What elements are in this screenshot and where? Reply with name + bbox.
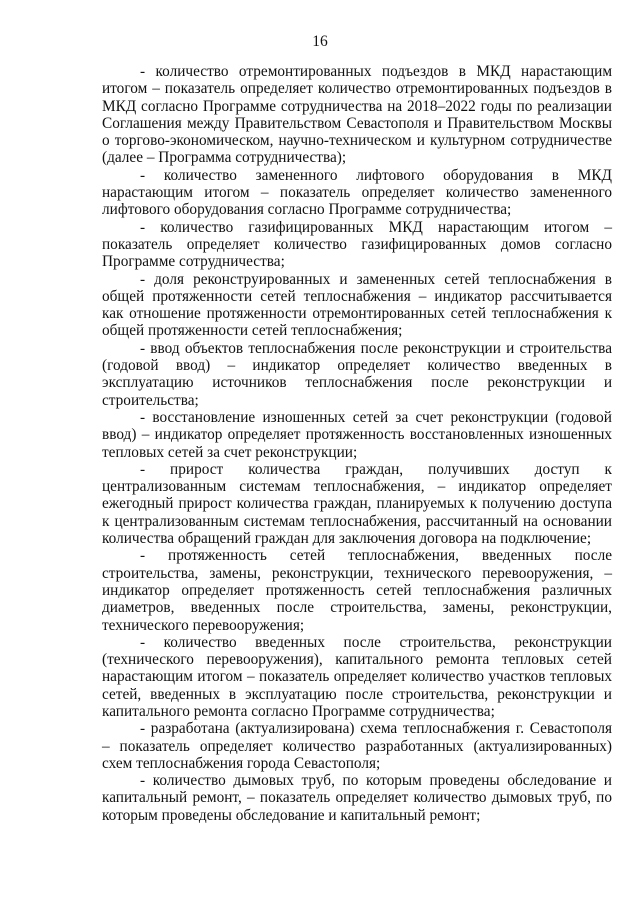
paragraph-item: - ввод объектов теплоснабжения после реконструкции и строительства (годовой ввод) – индикатор определяет количество введенных в эксплуатацию источников теплоснабжения после реконструкции и строительства; xyxy=(102,339,612,409)
paragraph-item: - количество отремонтированных подъездов в МКД нарастающим итогом – показатель определяет количество отремонтированных подъездов в МКД согласно Программе сотрудничества на 2018–2022 годы по реализации Соглашения между Правительством Севастополя и Правительством Москвы о торгово-экономическом, научно-техническом и культурном сотрудничестве (далее – Программа сотрудничества); xyxy=(102,63,612,167)
paragraph-item: - доля реконструированных и замененных сетей теплоснабжения в общей протяженности сетей теплоснабжения – индикатор рассчитывается как отношение протяженности отремонтированных сетей теплоснабжения к общей протяженности сетей теплоснабжения; xyxy=(102,270,612,340)
paragraph-item: - количество дымовых труб, по которым проведены обследование и капитальный ремонт, – показатель определяет количество дымовых труб, по которым проведены обследование и капитальный ремонт; xyxy=(102,772,612,824)
page-body xyxy=(102,63,612,824)
paragraph-item: - количество газифицированных МКД нарастающим итогом – показатель определяет количество газифицированных домов согласно Программе сотрудничества; xyxy=(102,218,612,271)
paragraph-item: - протяженность сетей теплоснабжения, введенных после строительства, замены, реконструкции, технического перевооружения, – индикатор определяет протяженность сетей теплоснабжения различных диаметров, введенных после строительства, замены, реконструкции, технического перевооружения; xyxy=(102,547,612,634)
paragraph-item: - количество введенных после строительства, реконструкции (технического перевооружения), капитального ремонта тепловых сетей нарастающим итогом – показатель определяет количество участков тепловых сетей, введенных в эксплуатацию после строительства, реконструкции и капитального ремонта согласно Программе сотрудничества; xyxy=(102,633,612,720)
paragraph-item: - восстановление изношенных сетей за счет реконструкции (годовой ввод) – индикатор определяет протяженность восстановленных изношенных тепловых сетей за счет реконструкции; xyxy=(102,408,612,461)
paragraph-item: - прирост количества граждан, получивших доступ к централизованным системам теплоснабжения, – индикатор определяет ежегодный прирост количества граждан, планируемых к получению доступа к централизованным системам теплоснабжения, рассчитанный на основании количества обращений граждан для заключения договора на подключение; xyxy=(102,460,612,548)
paragraph-item: - разработана (актуализирована) схема теплоснабжения г. Севастополя – показатель определяет количество разработанных (актуализированных) схем теплоснабжения города Севастополя; xyxy=(102,720,612,772)
page-number: 16 xyxy=(312,33,328,50)
paragraph-item: - количество замененного лифтового оборудования в МКД нарастающим итогом – показатель определяет количество замененного лифтового оборудования согласно Программе сотрудничества; xyxy=(102,166,612,219)
